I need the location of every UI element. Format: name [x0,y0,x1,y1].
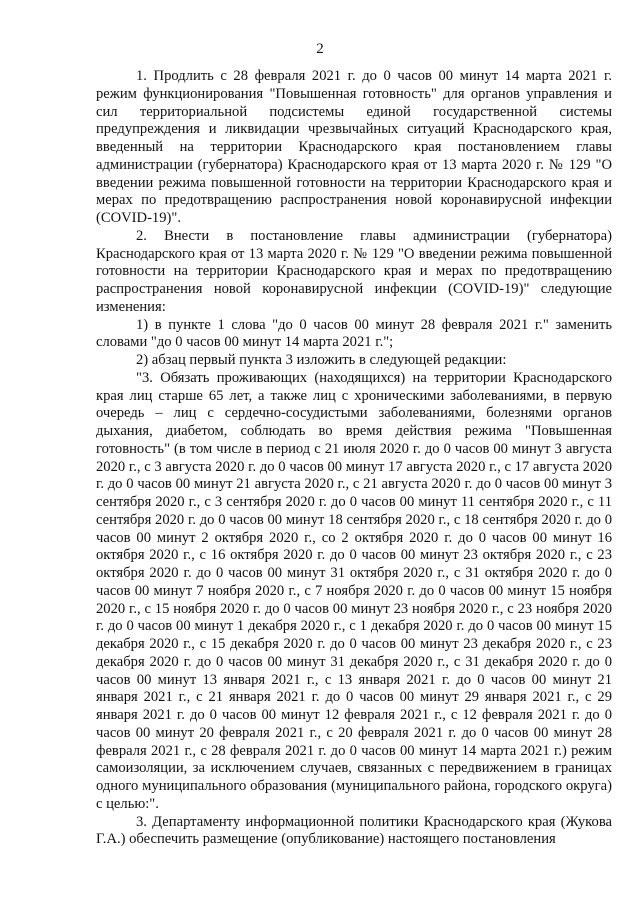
document-body [96,68,612,849]
paragraph-amendment-item-2: 2) абзац первый пункта 3 изложить в следующей редакции: [136,352,507,368]
paragraph-2-amendments: 2. Внести в постановление главы администрации (губернатора) Краснодарского края от 13 марта 2020 г. № 129 "О введении режима повышенной готовности на территории Краснодарского края и мерах по предотвращению распространения новой коронавирусной инфекции (COVID-19)" следующие изменения: [96,227,612,315]
paragraph-new-point-3: "3. Обязать проживающих (находящихся) на территории Краснодарского края лиц старше 65 лет, а также лиц с хроническими заболеваниями, в первую очередь – лиц с сердечно-сосудистыми заболеваниями, болезнями органов дыхания, диабетом, соблюдать во время действия режима "Повышенная готовность" (в том числе в период с 21 июля 2020 г. до 0 часов 00 минут 3 августа 2020 г., с 3 августа 2020 г. до 0 часов 00 минут 17 августа 2020 г., с 17 августа 2020 г. до 0 часов 00 минут 21 августа 2020 г., с 21 августа 2020 г. до 0 часов 00 минут 3 сентября 2020 г., с 3 сентября 2020 г. до 0 часов 00 минут 11 сентября 2020 г., с 11 сентября 2020 г. до 0 часов 00 минут 18 сентября 2020 г., с 18 сентября 2020 г. до 0 часов 00 минут 2 октября 2020 г., со 2 октября 2020 г. до 0 часов 00 минут 16 октября 2020 г., с 16 октября 2020 г. до 0 часов 00 минут 23 октября 2020 г., с 23 октября 2020 г. до 0 часов 00 минут 31 октября 2020 г., с 31 октября 2020 г. до 0 часов 00 минут 7 ноября 2020 г., с 7 ноября 2020 г. до 0 часов 00 минут 15 ноября 2020 г., с 15 ноября 2020 г. до 0 часов 00 минут 23 ноября 2020 г., с 23 ноября 2020 г. до 0 часов 00 минут 1 декабря 2020 г., с 1 декабря 2020 г. до 0 часов 00 минут 15 декабря 2020 г., с 15 декабря 2020 г. до 0 часов 00 минут 23 декабря 2020 г., с 23 декабря 2020 г. до 0 часов 00 минут 31 декабря 2020 г., с 31 декабря 2020 г. до 0 часов 00 минут 13 января 2021 г., с 13 января 2021 г. до 0 часов 00 минут 21 января 2021 г., с 21 января 2021 г. до 0 часов 00 минут 29 января 2021 г., с 29 января 2021 г. до 0 часов 00 минут 12 февраля 2021 г., с 12 февраля 2021 г. до 0 часов 00 минут 20 февраля 2021 г., с 20 февраля 2021 г. до 0 часов 00 минут 28 февраля 2021 г., с 28 февраля 2021 г. до 0 часов 00 минут 14 марта 2021 г.) режим самоизоляции, за исключением случаев, связанных с передвижением в границах одного муниципального образования (муниципального района, городского округа) с целью:". [96,369,612,812]
paragraph-3-publication: 3. Департаменту информационной политики Краснодарского края (Жукова Г.А.) обеспечить размещение (опубликование) настоящего постановления [96,813,612,848]
paragraph-1-extend-regime: 1. Продлить с 28 февраля 2021 г. до 0 часов 00 минут 14 марта 2021 г. режим функционирования "Повышенная готовность" для органов управления и сил территориальной подсистемы единой государственной системы предупреждения и ликвидации чрезвычайных ситуаций Краснодарского края, введенный на территории Краснодарского края постановлением главы администрации (губернатора) Краснодарского края от 13 марта 2020 г. № 129 "О введении режима повышенной готовности на территории Краснодарского края и мерах по предотвращению распространения новой коронавирусной инфекции (COVID-19)". [96,68,612,226]
page-number: 2 [316,41,324,57]
paragraph-amendment-item-1: 1) в пункте 1 слова "до 0 часов 00 минут 28 февраля 2021 г." заменить словами "до 0 часов 00 минут 14 марта 2021 г."; [96,316,612,351]
